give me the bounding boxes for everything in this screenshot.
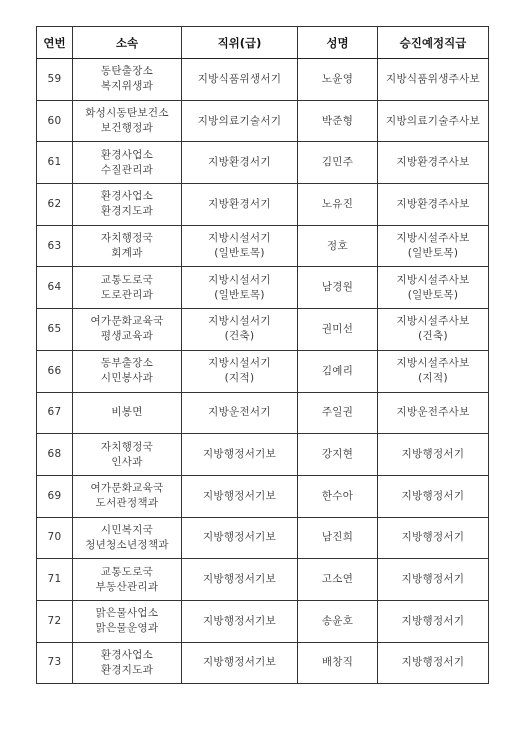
row-number: 64 — [37, 267, 73, 309]
rank-cell-line: (일반토목) — [214, 288, 265, 301]
rank-cell — [182, 142, 298, 184]
department-cell-line: 청년청소년정책과 — [85, 538, 169, 551]
department-cell — [73, 142, 182, 184]
promotion-table — [36, 26, 489, 684]
promotion-rank-cell-line: 지방식품위생주사보 — [386, 72, 480, 85]
name-cell: 주일권 — [298, 392, 378, 434]
department-cell — [73, 642, 182, 684]
rank-cell — [182, 225, 298, 267]
promotion-rank-cell — [378, 559, 489, 601]
department-cell-line: 동탄출장소 — [100, 65, 154, 78]
rank-cell-line: 지방식품위생서기 — [197, 72, 282, 85]
rank-cell — [182, 559, 298, 601]
name-cell: 노윤영 — [298, 59, 378, 101]
department-cell-line: 복지위생과 — [100, 80, 154, 93]
rank-cell-line: 지방의료기술서기 — [197, 114, 282, 127]
department-cell-line: 도로관리과 — [100, 288, 154, 301]
rank-cell-line: 지방행정서기보 — [202, 531, 277, 544]
row-number: 63 — [37, 225, 73, 267]
name-cell: 정호 — [298, 225, 378, 267]
row-number: 68 — [37, 434, 73, 476]
rank-cell-line: 지방시설서기 — [208, 315, 271, 328]
department-cell — [73, 267, 182, 309]
row-number: 70 — [37, 517, 73, 559]
name-cell: 김예리 — [298, 350, 378, 392]
name-cell: 강지현 — [298, 434, 378, 476]
table-body — [37, 59, 489, 684]
promotion-rank-cell — [378, 475, 489, 517]
department-cell-line: 자치행정국 — [100, 440, 154, 453]
promotion-rank-cell-line: 지방시설주사보 — [396, 315, 470, 328]
table-row — [37, 309, 489, 351]
department-cell — [73, 559, 182, 601]
department-cell-line: 동부출장소 — [100, 357, 154, 370]
rank-cell-line: 지방시설서기 — [208, 273, 271, 286]
promotion-rank-cell-line: (건축) — [418, 330, 448, 343]
department-cell-line: 맑은물운영과 — [95, 622, 159, 635]
table-row — [37, 350, 489, 392]
rank-cell-line: 지방행정서기보 — [202, 573, 277, 586]
promotion-rank-cell-line: (일반토목) — [407, 247, 459, 260]
row-number: 71 — [37, 559, 73, 601]
department-cell — [73, 434, 182, 476]
department-cell — [73, 184, 182, 226]
row-number: 72 — [37, 600, 73, 642]
name-cell: 배창직 — [298, 642, 378, 684]
name-cell: 김민주 — [298, 142, 378, 184]
department-cell-line: 환경사업소 — [100, 148, 154, 161]
table-row — [37, 517, 489, 559]
rank-cell — [182, 517, 298, 559]
promotion-rank-cell — [378, 100, 489, 142]
table-header — [37, 27, 489, 59]
row-number: 69 — [37, 475, 73, 517]
promotion-rank-cell-line: (지적) — [418, 372, 448, 385]
table-row — [37, 559, 489, 601]
promotion-rank-cell — [378, 225, 489, 267]
rank-cell — [182, 267, 298, 309]
name-cell: 남진희 — [298, 517, 378, 559]
name-cell: 박준형 — [298, 100, 378, 142]
department-cell — [73, 100, 182, 142]
table-row — [37, 642, 489, 684]
table-row — [37, 600, 489, 642]
department-cell — [73, 350, 182, 392]
department-cell-line: 환경사업소 — [100, 648, 154, 661]
rank-cell-line: (지적) — [224, 372, 255, 385]
promotion-rank-cell — [378, 309, 489, 351]
promotion-rank-cell — [378, 517, 489, 559]
name-cell: 권미선 — [298, 309, 378, 351]
name-cell: 노유진 — [298, 184, 378, 226]
row-number: 73 — [37, 642, 73, 684]
rank-cell-line: 지방운전서기 — [208, 406, 271, 419]
rank-cell-line: 지방행정서기보 — [202, 614, 277, 627]
department-cell-line: 교통도로국 — [100, 273, 154, 286]
department-cell-line: 평생교육과 — [100, 330, 154, 343]
rank-cell — [182, 100, 298, 142]
rank-cell — [182, 184, 298, 226]
header-row — [37, 27, 489, 59]
promotion-rank-cell-line: 지방운전주사보 — [396, 406, 470, 419]
promotion-rank-cell-line: 지방행정서기 — [401, 573, 465, 586]
department-cell — [73, 392, 182, 434]
department-cell — [73, 225, 182, 267]
promotion-rank-cell — [378, 267, 489, 309]
rank-cell-line: 지방행정서기보 — [202, 448, 277, 461]
name-cell: 고소연 — [298, 559, 378, 601]
department-cell-line: 환경지도과 — [100, 663, 154, 676]
promotion-rank-cell-line: 지방시설주사보 — [396, 232, 470, 245]
header-rank: 직위(급) — [182, 27, 298, 59]
promotion-rank-cell-line: 지방환경주사보 — [396, 197, 470, 210]
rank-cell-line: 지방행정서기보 — [202, 656, 277, 669]
department-cell-line: 시민복지국 — [100, 523, 154, 536]
rank-cell — [182, 600, 298, 642]
header-dept: 소속 — [73, 27, 182, 59]
rank-cell — [182, 475, 298, 517]
department-cell-line: 도서관정책과 — [95, 497, 159, 510]
promotion-rank-cell-line: 지방시설주사보 — [396, 273, 470, 286]
promotion-rank-cell — [378, 142, 489, 184]
row-number: 61 — [37, 142, 73, 184]
department-cell — [73, 309, 182, 351]
department-cell — [73, 475, 182, 517]
department-cell-line: 자치행정국 — [100, 232, 154, 245]
name-cell: 남경원 — [298, 267, 378, 309]
rank-cell — [182, 59, 298, 101]
department-cell-line: 여가문화교육국 — [90, 315, 164, 328]
department-cell-line: 인사과 — [111, 455, 143, 468]
department-cell-line: 보건행정과 — [100, 122, 154, 135]
rank-cell-line: 지방환경서기 — [208, 197, 271, 210]
department-cell-line: 화성시동탄보건소 — [85, 107, 169, 120]
department-cell-line: 시민봉사과 — [100, 372, 154, 385]
table-row — [37, 100, 489, 142]
promotion-rank-cell-line: 지방의료기술주사보 — [386, 114, 480, 127]
promotion-rank-cell-line: 지방행정서기 — [401, 489, 465, 502]
promotion-rank-cell — [378, 642, 489, 684]
name-cell: 송윤호 — [298, 600, 378, 642]
promotion-rank-cell — [378, 59, 489, 101]
header-no: 연번 — [37, 27, 73, 59]
department-cell-line: 회계과 — [111, 247, 143, 260]
department-cell-line: 여가문화교육국 — [90, 482, 164, 495]
table-row — [37, 59, 489, 101]
header-promotion-rank: 승진예정직급 — [378, 27, 489, 59]
rank-cell-line: (일반토목) — [214, 247, 265, 260]
header-name: 성명 — [298, 27, 378, 59]
rank-cell-line: 지방시설서기 — [208, 357, 271, 370]
table-row — [37, 142, 489, 184]
promotion-rank-cell — [378, 600, 489, 642]
department-cell — [73, 59, 182, 101]
table-row — [37, 225, 489, 267]
department-cell-line: 환경지도과 — [100, 205, 154, 218]
name-cell: 한수아 — [298, 475, 378, 517]
row-number: 67 — [37, 392, 73, 434]
rank-cell — [182, 309, 298, 351]
promotion-rank-cell — [378, 392, 489, 434]
table-row — [37, 267, 489, 309]
promotion-rank-cell-line: 지방행정서기 — [401, 531, 465, 544]
table-row — [37, 392, 489, 434]
rank-cell — [182, 434, 298, 476]
department-cell-line: 맑은물사업소 — [95, 607, 159, 620]
rank-cell — [182, 350, 298, 392]
row-number: 65 — [37, 309, 73, 351]
rank-cell — [182, 392, 298, 434]
table-row — [37, 475, 489, 517]
department-cell-line: 수질관리과 — [100, 163, 154, 176]
promotion-rank-cell — [378, 434, 489, 476]
row-number: 59 — [37, 59, 73, 101]
rank-cell-line: 지방행정서기보 — [202, 489, 277, 502]
department-cell — [73, 600, 182, 642]
rank-cell — [182, 642, 298, 684]
row-number: 60 — [37, 100, 73, 142]
table-row — [37, 184, 489, 226]
row-number: 66 — [37, 350, 73, 392]
promotion-rank-cell-line: 지방시설주사보 — [396, 357, 470, 370]
promotion-rank-cell-line: 지방행정서기 — [401, 448, 465, 461]
promotion-rank-cell-line: 지방행정서기 — [401, 656, 465, 669]
promotion-rank-cell — [378, 184, 489, 226]
table-row — [37, 434, 489, 476]
department-cell-line: 환경사업소 — [100, 190, 154, 203]
promotion-rank-cell-line: 지방환경주사보 — [396, 156, 470, 169]
department-cell-line: 부동산관리과 — [95, 580, 159, 593]
promotion-rank-cell-line: (일반토목) — [407, 288, 459, 301]
promotion-rank-cell-line: 지방행정서기 — [401, 614, 465, 627]
department-cell-line: 교통도로국 — [100, 565, 154, 578]
promotion-rank-cell — [378, 350, 489, 392]
department-cell-line: 비봉면 — [111, 406, 143, 419]
rank-cell-line: 지방환경서기 — [208, 156, 271, 169]
row-number: 62 — [37, 184, 73, 226]
rank-cell-line: 지방시설서기 — [208, 232, 271, 245]
department-cell — [73, 517, 182, 559]
rank-cell-line: (건축) — [224, 330, 255, 343]
